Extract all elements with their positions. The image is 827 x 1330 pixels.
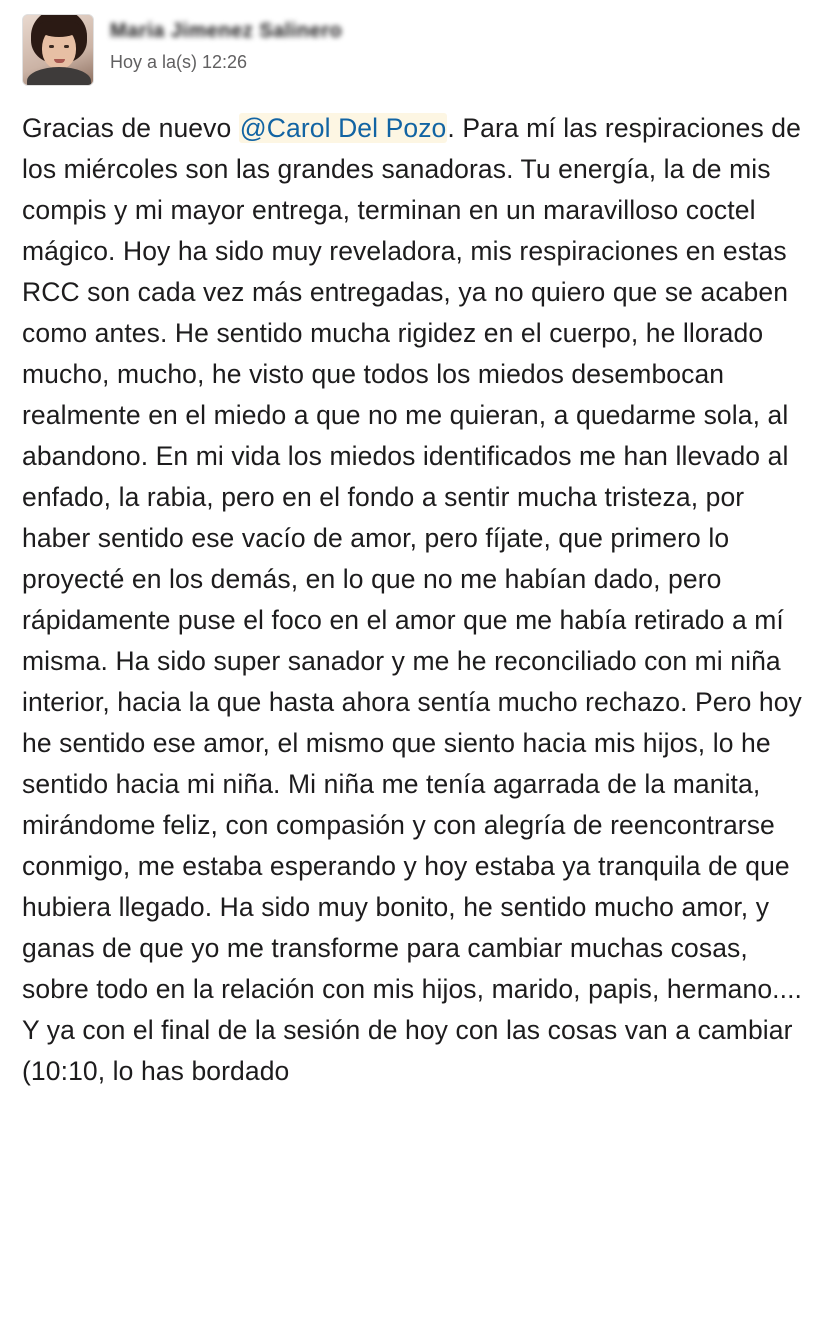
message-body — [22, 108, 805, 1092]
avatar[interactable] — [22, 14, 94, 86]
message-header — [22, 14, 805, 86]
message-author-name[interactable]: Maria Jimenez Salinero — [110, 19, 343, 42]
message-text-after-mention: . Para mí las respiraciones de los miércoles son las grandes sanadoras. Tu energía, la de mis compis y mi mayor entrega, terminan en un maravilloso coctel mágico. Hoy ha sido muy reveladora, mis respiraciones en estas RCC son cada vez más entregadas, ya no quiero que se acaben como antes. He sentido mucha rigidez en el cuerpo, he llorado mucho, mucho, he visto que todos los miedos desembocan realmente en el miedo a que no me quieran, a quedarme sola, al abandono. En mi vida los miedos identificados me han llevado al enfado, la rabia, pero en el fondo a sentir mucha tristeza, por haber sentido ese vacío de amor, pero fíjate, que primero lo proyecté en los demás, en lo que no me habían dado, pero rápidamente puse el foco en el amor que me había retirado a mí misma. Ha sido super sanador y me he reconciliado con mi niña interior, hacia la que hasta ahora sentía mucho rechazo. Pero hoy he sentido ese amor, el mismo que siento hacia mis hijos, lo he sentido hacia mi niña. Mi niña me tenía agarrada de la manita, mirándome feliz, con compasión y con alegría de reencontrarse conmigo, me estaba esperando y hoy estaba ya tranquila de que hubiera llegado. Ha sido muy bonito, he sentido mucho amor, y ganas de que yo me transforme para cambiar muchas cosas, sobre todo en la relación con mis hijos, marido, papis, hermano.... Y ya con el final de la sesión de hoy con las cosas van a cambiar (10:10, lo has bordado — [22, 113, 803, 1086]
author-row — [110, 16, 342, 46]
user-mention-link[interactable]: @Carol Del Pozo — [239, 113, 447, 143]
message-timestamp[interactable]: Hoy a la(s) 12:26 — [110, 52, 248, 72]
avatar-fringe-shape — [39, 21, 79, 37]
avatar-left-eye-shape — [49, 45, 54, 48]
message-meta — [110, 14, 342, 73]
message-text-before-mention: Gracias de nuevo — [22, 113, 239, 143]
avatar-right-eye-shape — [64, 45, 69, 48]
